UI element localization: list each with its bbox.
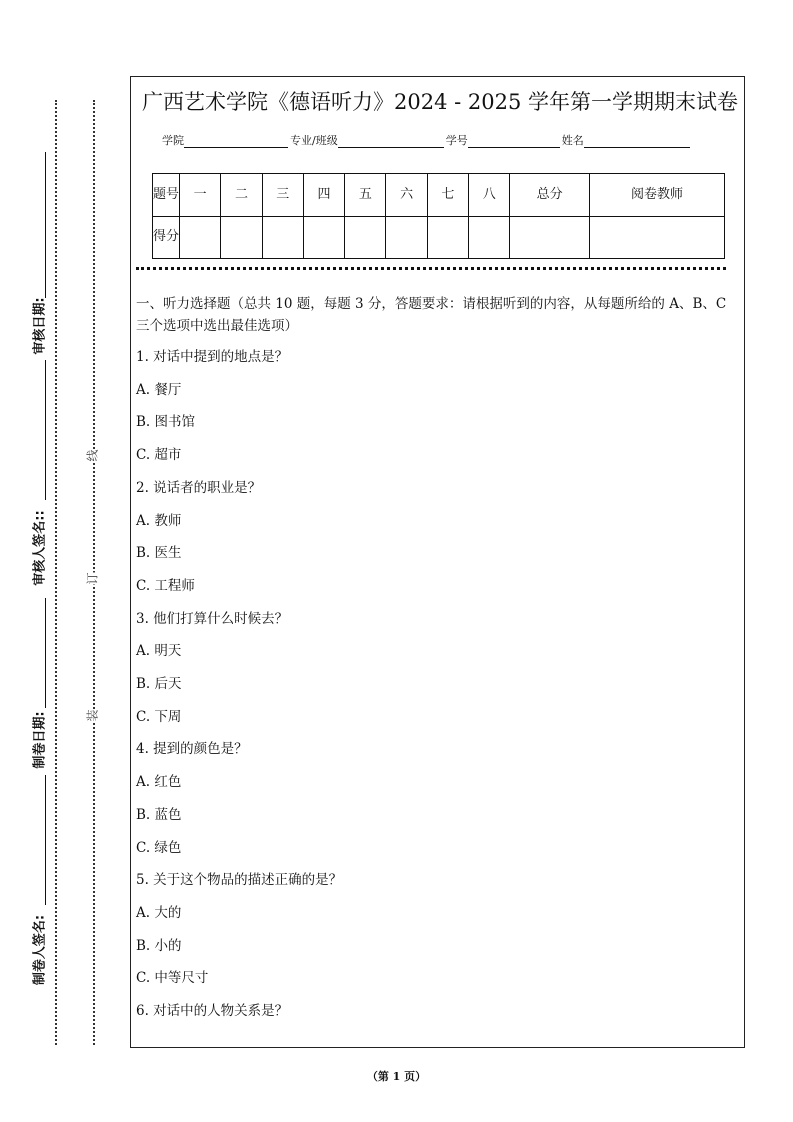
review-date-line (45, 152, 46, 298)
answer-option: A. 明天 (136, 643, 182, 660)
answer-option: C. 绿色 (136, 839, 182, 856)
major-blank (338, 134, 444, 148)
answer-option: B. 后天 (136, 676, 182, 692)
answer-option: B. 医生 (136, 545, 182, 562)
answer-option: A. 红色 (136, 774, 182, 791)
make-date-line (45, 598, 46, 708)
answer-option: C. 超市 (136, 447, 182, 464)
header-cell: 四 (303, 174, 344, 217)
review-date-label: 审核日期: (32, 297, 48, 355)
name-label: 姓名 (561, 134, 584, 147)
question-stem: 3. 他们打算什么时候去？ (136, 610, 289, 627)
row-label: 得分 (153, 216, 180, 259)
answer-option: B. 蓝色 (136, 806, 182, 823)
question-stem: 5. 关于这个物品的描述正确的是？ (136, 872, 343, 889)
header-cell: 二 (221, 174, 262, 217)
score-cell (427, 216, 468, 259)
answer-option: B. 图书馆 (136, 414, 196, 431)
id-blank (468, 134, 560, 148)
student-info (162, 132, 692, 148)
score-table (152, 173, 725, 259)
dotted-divider (136, 267, 726, 270)
answer-option: A. 餐厅 (136, 381, 182, 398)
header-cell: 三 (262, 174, 303, 217)
reviewer-sign-label: 审核人签名:: (32, 510, 48, 586)
table-row (153, 216, 725, 259)
score-cell (180, 216, 221, 259)
college-label: 学院 (162, 134, 184, 147)
score-cell (303, 216, 344, 259)
question-stem: 2. 说话者的职业是？ (136, 479, 262, 496)
maker-sign-line (45, 775, 46, 905)
score-cell (345, 216, 386, 259)
question-stem: 6. 对话中的人物关系是？ (136, 1003, 289, 1019)
table-row (153, 174, 725, 217)
header-cell: 七 (427, 174, 468, 217)
answer-option: A. 教师 (136, 512, 182, 529)
reviewer-sign-line (45, 360, 46, 500)
header-cell: 八 (469, 174, 510, 217)
name-blank (584, 134, 690, 148)
major-label: 专业/班级 (290, 134, 338, 147)
answer-option: C. 工程师 (136, 577, 195, 594)
question-stem: 1. 对话中提到的地点是？ (136, 349, 289, 365)
header-cell: 六 (386, 174, 427, 217)
score-cell (510, 216, 590, 259)
header-cell: 阅卷教师 (590, 174, 725, 217)
make-date-label: 制卷日期: (32, 711, 48, 769)
binding-mark-line: 线 (85, 449, 100, 462)
header-cell: 总分 (510, 174, 590, 217)
section-instruction: 一、听力选择题（总共 10 题，每题 3 分，答题要求：请根据听到的内容，从每题所给的 A、B、C 三个选项中选出最佳选项） (136, 296, 727, 334)
exam-title: 广西艺术学院《德语听力》2024 - 2025 学年第一学期期末试卷 (141, 90, 738, 114)
answer-option: C. 中等尺寸 (136, 970, 209, 987)
score-cell (221, 216, 262, 259)
dotted-binding-line-outer (55, 100, 57, 1045)
header-cell: 五 (345, 174, 386, 217)
row-label: 题号 (153, 174, 180, 217)
score-cell (469, 216, 510, 259)
score-cell (590, 216, 725, 259)
college-blank (184, 134, 288, 148)
score-cell (262, 216, 303, 259)
score-cell (386, 216, 427, 259)
binding-mark-staple: 订 (85, 572, 100, 585)
answer-option: C. 下周 (136, 708, 182, 725)
answer-option: B. 小的 (136, 937, 182, 954)
maker-sign-label: 制卷人签名: (32, 914, 48, 986)
id-label: 学号 (445, 134, 468, 147)
header-cell: 一 (180, 174, 221, 217)
page-number: （第 1 页） (366, 1070, 427, 1083)
binding-mark-bind: 装 (85, 709, 100, 722)
question-stem: 4. 提到的颜色是？ (136, 741, 248, 758)
answer-option: A. 大的 (136, 904, 182, 921)
